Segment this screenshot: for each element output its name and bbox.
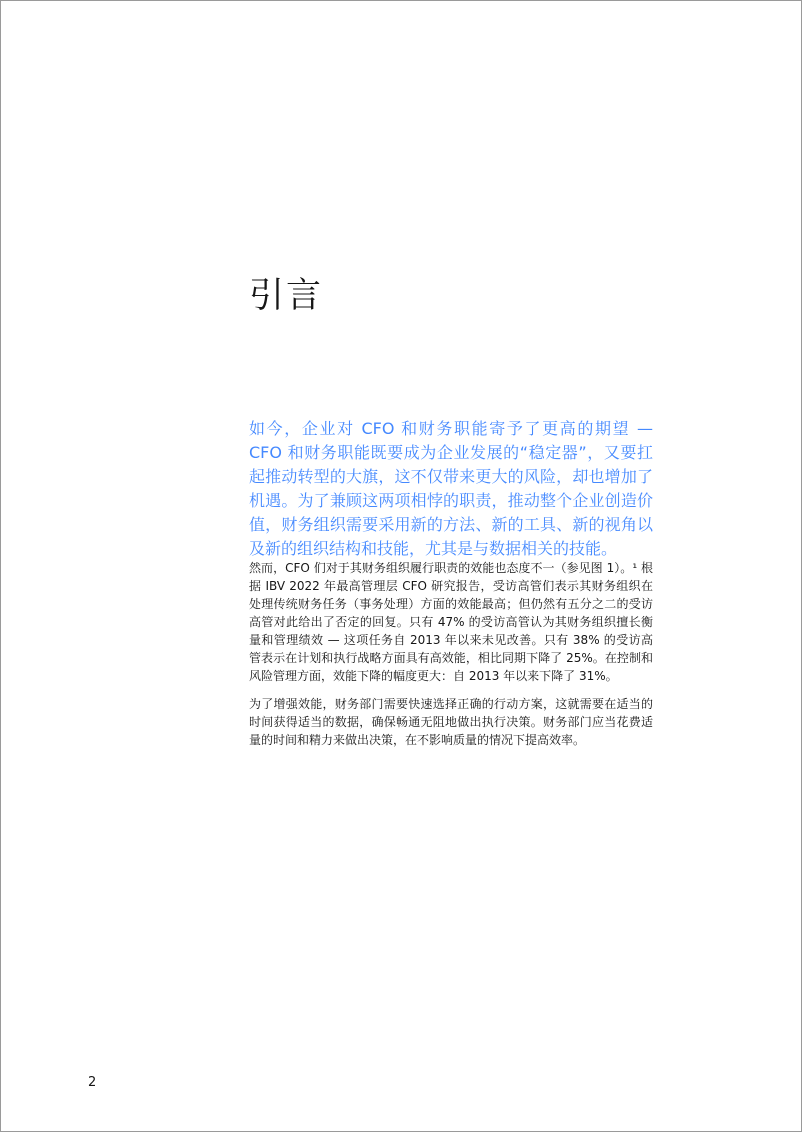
page-number: 2	[88, 1075, 97, 1090]
page-title: 引言	[249, 276, 324, 316]
body-paragraph-2: 为了增强效能，财务部门需要快速选择正确的行动方案，这就需要在适当的时间获得适当的数据，确保畅通无阻地做出执行决策。财务部门应当花费适量的时间和精力来做出决策，在不影响质量的情况下提高效率。	[249, 697, 653, 747]
lead-paragraph: 如今，企业对 CFO 和财务职能寄予了更高的期望 — CFO 和财务职能既要成为企业发展的“稳定器”，又要扛起推动转型的大旗，这不仅带来更大的风险，却也增加了机遇。为了兼顾这两项相悖的职责，推动整个企业创造价值，财务组织需要采用新的方法、新的工具、新的视角以及新的组织结构和技能，尤其是与数据相关的技能。	[249, 419, 653, 558]
body-paragraph-1: 然而，CFO 们对于其财务组织履行职责的效能也态度不一（参见图 1）。¹ 根据 IBV 2022 年最高管理层 CFO 研究报告，受访高管们表示其财务组织在处理传统财务任务（事务处理）方面的效能最高；但仍然有五分之二的受访高管对此给出了否定的回复。只有 47% 的受访高管认为其财务组织擅长衡量和管理绩效 — 这项任务自 2013 年以来未见改善。只有 38% 的受访高管表示在计划和执行战略方面具有高效能，相比同期下降了 25%。在控制和风险管理方面，效能下降的幅度更大：自 2013 年以来下降了 31%。	[249, 561, 653, 683]
